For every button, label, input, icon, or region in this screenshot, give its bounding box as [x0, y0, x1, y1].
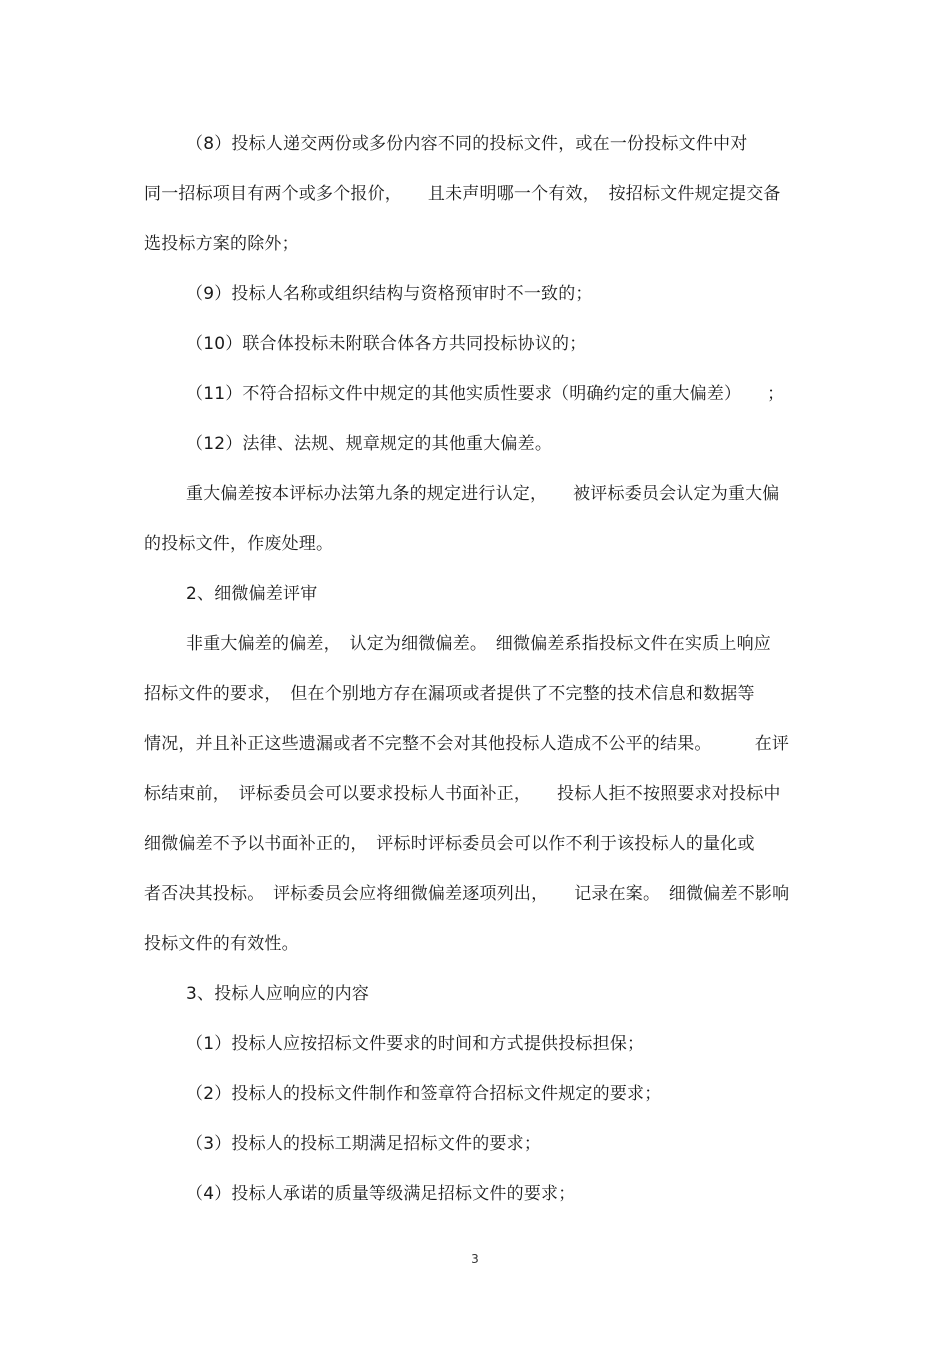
paragraph-line: 者否决其投标。 评标委员会应将细微偏差逐项列出， 记录在案。 细微偏差不影响 [144, 884, 790, 904]
section-heading: 3、投标人应响应的内容 [186, 984, 370, 1004]
paragraph-line: （8）投标人递交两份或多份内容不同的投标文件，或在一份投标文件中对 [186, 134, 748, 154]
list-item: （1）投标人应按招标文件要求的时间和方式提供投标担保； [186, 1034, 645, 1054]
paragraph-line: （11）不符合招标文件中规定的其他实质性要求（明确约定的重大偏差） ； [186, 384, 785, 404]
paragraph-line: 细微偏差不予以书面补正的， 评标时评标委员会可以作不利于该投标人的量化或 [144, 834, 755, 854]
paragraph-line: 投标文件的有效性。 [144, 934, 299, 954]
paragraph-line: 标结束前， 评标委员会可以要求投标人书面补正， 投标人拒不按照要求对投标中 [144, 784, 781, 804]
paragraph-line: （12）法律、法规、规章规定的其他重大偏差。 [186, 434, 553, 454]
paragraph-line: （9）投标人名称或组织结构与资格预审时不一致的； [186, 284, 593, 304]
paragraph-line: 非重大偏差的偏差， 认定为细微偏差。 细微偏差系指投标文件在实质上响应 [186, 634, 771, 654]
list-item: （3）投标人的投标工期满足招标文件的要求； [186, 1134, 542, 1154]
paragraph-line: （10）联合体投标未附联合体各方共同投标协议的； [186, 334, 587, 354]
paragraph-line: 招标文件的要求， 但在个别地方存在漏项或者提供了不完整的技术信息和数据等 [144, 684, 755, 704]
list-item: （2）投标人的投标文件制作和签章符合招标文件规定的要求； [186, 1084, 662, 1104]
paragraph-line: 的投标文件，作废处理。 [144, 534, 334, 554]
paragraph-line: 情况，并且补正这些遗漏或者不完整不会对其他投标人造成不公平的结果。 在评 [144, 734, 790, 754]
paragraph-line: 选投标方案的除外； [144, 234, 299, 254]
list-item: （4）投标人承诺的质量等级满足招标文件的要求； [186, 1184, 576, 1204]
paragraph-line: 同一招标项目有两个或多个报价， 且未声明哪一个有效， 按招标文件规定提交备 [144, 184, 781, 204]
page-number: 3 [471, 1252, 479, 1266]
paragraph-line: 重大偏差按本评标办法第九条的规定进行认定， 被评标委员会认定为重大偏 [186, 484, 780, 504]
section-heading: 2、细微偏差评审 [186, 584, 318, 604]
